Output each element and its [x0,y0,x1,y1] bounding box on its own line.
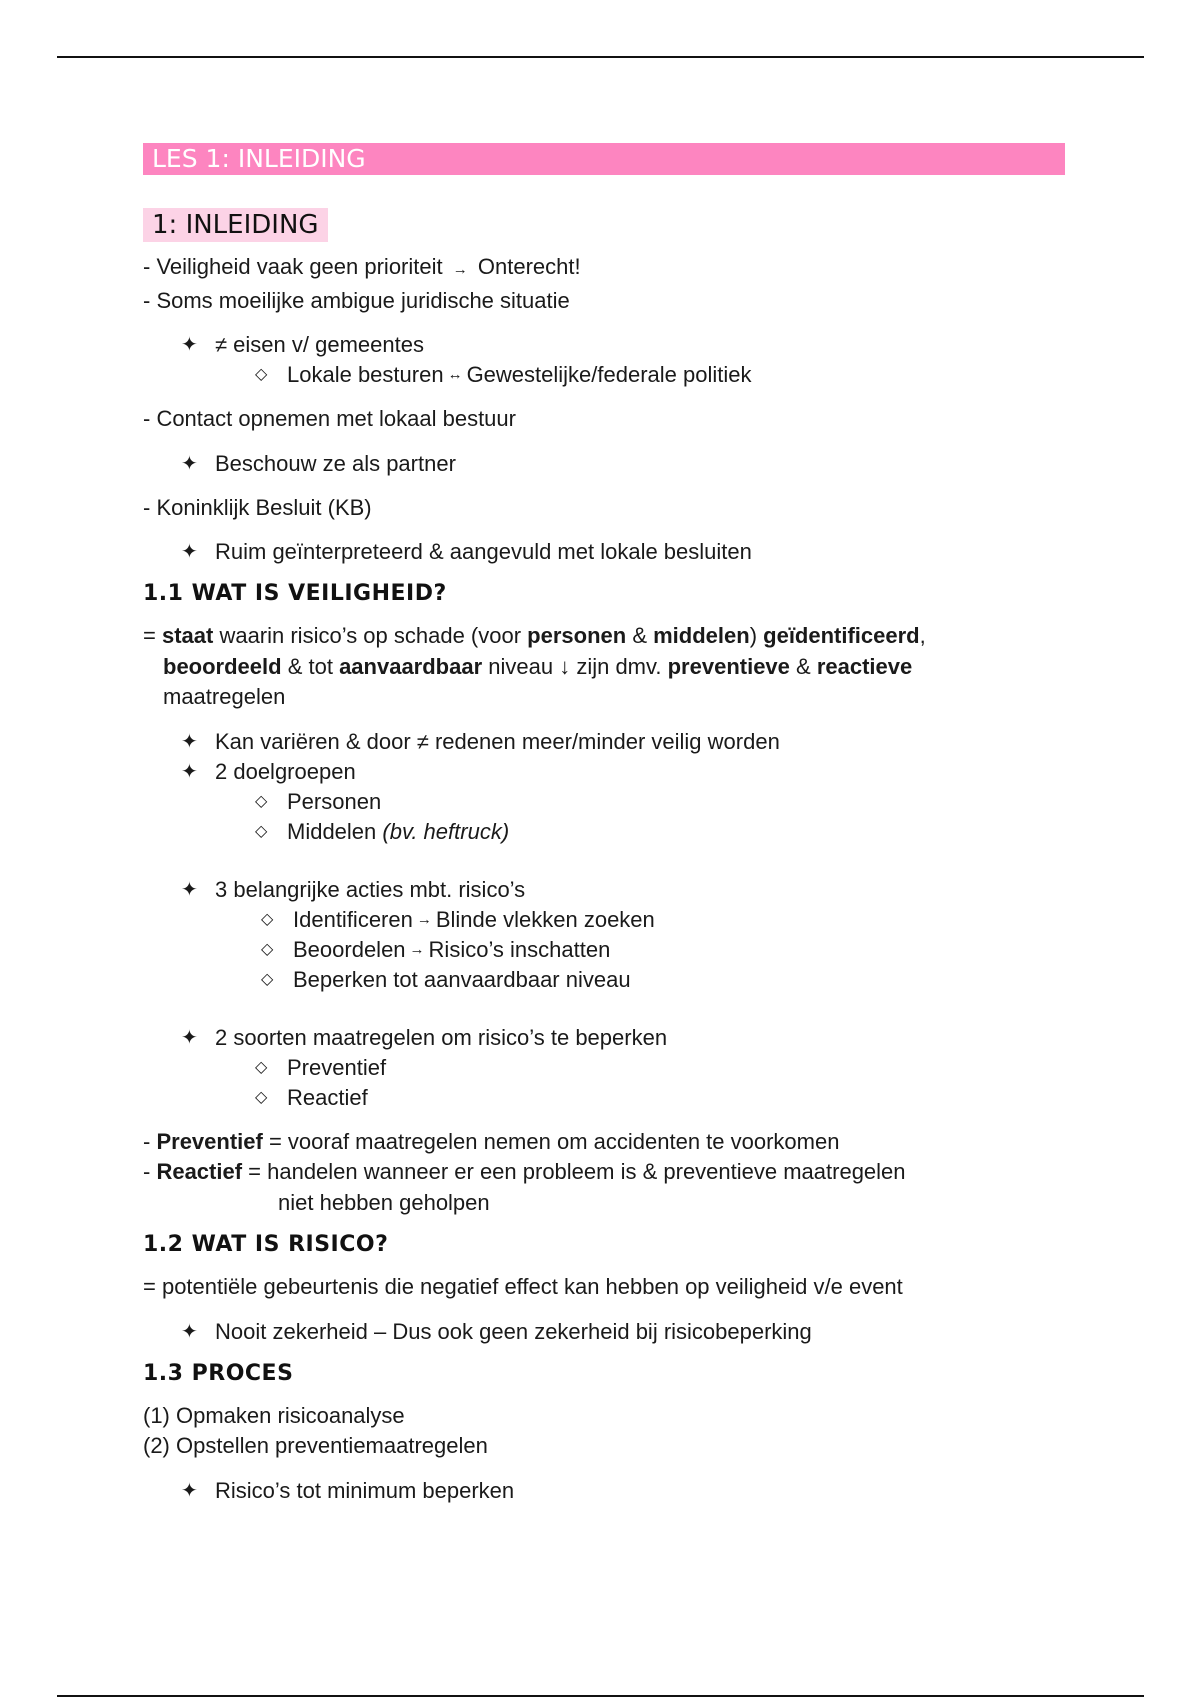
definition-line: maatregelen [163,684,286,709]
sub-bullet-item: ◇ Preventief [255,1053,1063,1083]
text-line: - Koninklijk Besluit (KB) [143,494,372,520]
sub-bullet-item: ◇ Personen [255,787,1063,817]
star-bullet-icon: ✦ [181,1479,198,1502]
definition-line: beoordeeld & tot aanvaardbaar niveau ↓ zijn dmv. preventieve & reactieve [163,653,913,679]
section-1-content [143,252,1063,567]
bullet-item: ✦ 2 doelgroepen [181,757,1063,787]
bottom-rule [57,1695,1144,1697]
sub-bullet-item: ◇ Beperken tot aanvaardbaar niveau [261,965,1063,995]
star-bullet-icon: ✦ [181,452,198,475]
section-heading-1-2: 1.2 WAT IS RISICO? [143,1232,389,1257]
sub-bullet-item: ◇ Beoordelen → Risico’s inschatten [261,935,1063,965]
section-heading-1: 1: INLEIDING [143,208,328,242]
section-1-3-content [143,1401,1063,1506]
diamond-bullet-icon: ◇ [255,1088,268,1106]
sub-bullet-item: ◇ Middelen (bv. heftruck) [255,817,1063,847]
text-line: - Contact opnemen met lokaal bestuur [143,406,516,431]
star-bullet-icon: ✦ [181,730,198,753]
text-line: - Veiligheid vaak geen prioriteit → Onterecht! [143,254,581,279]
bullet-item: ✦ ≠ eisen v/ gemeentes [181,330,1063,360]
sub-bullet-item: ◇ Reactief [255,1083,1063,1113]
section-1-2-content [143,1272,1063,1347]
star-bullet-icon: ✦ [181,334,198,356]
bullet-item: ✦ Nooit zekerheid – Dus ook geen zekerheid bij risicobeperking [181,1317,1063,1347]
numbered-item: (1) Opmaken risicoanalyse [143,1402,405,1428]
diamond-bullet-icon: ◇ [261,910,274,928]
arrow-right-icon: → [416,910,432,928]
diamond-bullet-icon: ◇ [261,970,274,988]
sub-bullet-item: ◇ Lokale besturen ↔ Gewestelijke/federale politiek [255,360,1063,390]
text-line: - Reactief = handelen wanneer er een probleem is & preventieve maatregelen [143,1159,906,1184]
diamond-bullet-icon: ◇ [255,792,268,810]
section-heading-1-3: 1.3 PROCES [143,1360,294,1386]
arrow-left-right-icon: ↔ [447,366,463,383]
definition-line: = potentiële gebeurtenis die negatief effect kan hebben op veiligheid v/e event [143,1274,903,1299]
star-bullet-icon: ✦ [181,1320,198,1343]
star-bullet-icon: ✦ [181,878,198,901]
arrow-right-icon: → [452,261,468,278]
text-line: niet hebben geholpen [278,1189,490,1215]
star-bullet-icon: ✦ [181,541,198,563]
section-heading-1-1: 1.1 WAT IS VEILIGHEID? [143,581,447,606]
bullet-item: ✦ 2 soorten maatregelen om risico’s te beperken [181,1023,1063,1053]
document-body [143,143,1063,1506]
text-line: - Preventief = vooraf maatregelen nemen om accidenten te voorkomen [143,1128,840,1154]
section-1-1-content [143,621,1063,1218]
diamond-bullet-icon: ◇ [261,940,274,958]
star-bullet-icon: ✦ [181,1026,198,1049]
diamond-bullet-icon: ◇ [255,1058,268,1076]
bullet-item: ✦ Beschouw ze als partner [181,449,1063,479]
arrow-right-icon: → [409,940,425,958]
star-bullet-icon: ✦ [181,760,198,783]
bullet-item: ✦ Risico’s tot minimum beperken [181,1476,1063,1506]
definition-line: = staat waarin risico’s op schade (voor personen & middelen) geïdentificeerd, [143,623,926,648]
bullet-item: ✦ Ruim geïnterpreteerd & aangevuld met lokale besluiten [181,537,1063,567]
text-line: - Soms moeilijke ambigue juridische situatie [143,287,570,313]
sub-bullet-item: ◇ Identificeren → Blinde vlekken zoeken [261,905,1063,935]
lesson-title-bar: LES 1: INLEIDING [143,143,1065,175]
numbered-item: (2) Opstellen preventiemaatregelen [143,1433,488,1458]
diamond-bullet-icon: ◇ [255,366,268,383]
bullet-item: ✦ 3 belangrijke acties mbt. risico’s [181,875,1063,905]
bullet-item: ✦ Kan variëren & door ≠ redenen meer/minder veilig worden [181,727,1063,757]
top-rule [57,56,1144,58]
diamond-bullet-icon: ◇ [255,822,268,840]
